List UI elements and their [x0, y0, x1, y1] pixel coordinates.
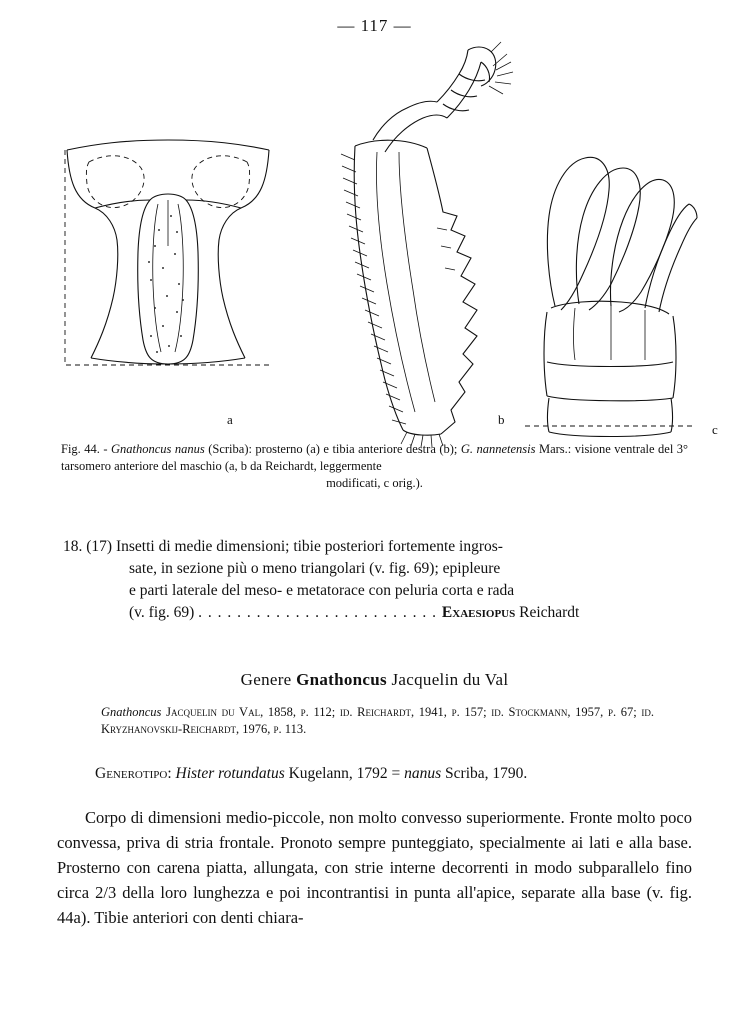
couplet-number: 18. (17)	[63, 537, 113, 555]
couplet-leader-dots: . . . . . . . . . . . . . . . . . . . . . . . . .	[198, 603, 442, 621]
caption-mid: (Scriba): prosterno (a) e tibia anteriore destra (b);	[204, 442, 461, 456]
synonymy-line-2: 1957, p. 67; id. Kryzhanovskij-Reichardt, 1976, p. 113.	[101, 704, 655, 737]
couplet-line-4	[63, 602, 694, 624]
page-number: — 117 —	[337, 16, 412, 35]
synonymy-block	[101, 704, 654, 739]
genus-heading-word: Genere	[240, 669, 297, 689]
figure-label-a: a	[227, 412, 233, 427]
figure-label-b: b	[498, 412, 505, 427]
genotype-species: Hister rotundatus	[175, 764, 285, 782]
body-paragraph: Corpo di dimensioni medio-piccole, non molto convesso superiormente. Fronte molto poco convessa, priva di stria frontale. Pronoto sempre punteggiato, specialmente ai lati e alla base. Prosterno con carena piatta, allungata, con strie interne decorrenti in modo subparallelo fino circa 2/3 della loro lunghezza e poi incontrantisi in punta all'apice, separate alla base (v. fig. 44a). Tibie anteriori con denti chiara-	[57, 807, 692, 927]
genus-heading-author: Jacquelin du Val	[386, 669, 509, 689]
genotype-mid: Kugelann, 1792 =	[284, 764, 405, 782]
genotype-line	[55, 765, 694, 783]
figure-part-a	[65, 140, 270, 365]
caption-line-3: modificati, c orig.).	[326, 475, 423, 490]
couplet-ref: (v. fig. 69)	[129, 603, 199, 621]
key-couplet-18	[55, 536, 694, 624]
synonymy-genus: Gnathoncus	[101, 704, 162, 719]
couplet-line-1	[63, 536, 694, 558]
figure-part-c	[525, 157, 697, 436]
caption-species-2: G. nannetensis	[460, 442, 536, 456]
caption-prefix: Fig. 44. -	[61, 442, 111, 456]
figure-label-c: c	[712, 422, 718, 437]
genotype-tail: Scriba, 1790.	[441, 764, 528, 782]
couplet-line-2: sate, in sezione più o meno triangolari (v. fig. 69); epipleure	[129, 559, 501, 577]
genotype-colon: :	[167, 764, 176, 782]
genus-heading-name: Gnathoncus	[296, 669, 387, 689]
genotype-label: Generotipo	[95, 764, 168, 782]
synonymy-line-1: Jacquelin du Val, 1858, p. 112; id. Reichardt, 1941, p. 157; id. Stockmann,	[161, 704, 571, 719]
genotype-species-alt: nanus	[404, 764, 442, 782]
couplet-line-3: e parti laterale del meso- e metatorace con peluria corta e rada	[129, 581, 515, 599]
couplet-genus-author: Reichardt	[515, 603, 580, 621]
couplet-genus-name: Exaesiopus	[441, 603, 516, 621]
figure-illustration	[55, 40, 695, 440]
couplet-text-1: Insetti di medie dimensioni; tibie posteriori fortemente ingros-	[115, 537, 503, 555]
caption-species-1: Gnathoncus nanus	[111, 442, 205, 456]
figure-part-b	[341, 42, 513, 447]
genus-heading	[55, 670, 694, 690]
figure-caption	[61, 441, 688, 492]
figure-44	[55, 40, 718, 437]
caption-line-2: Mars.: visione ventrale del 3° tarsomero anteriore del maschio (a, b da Reichardt, leggermente	[61, 442, 689, 473]
